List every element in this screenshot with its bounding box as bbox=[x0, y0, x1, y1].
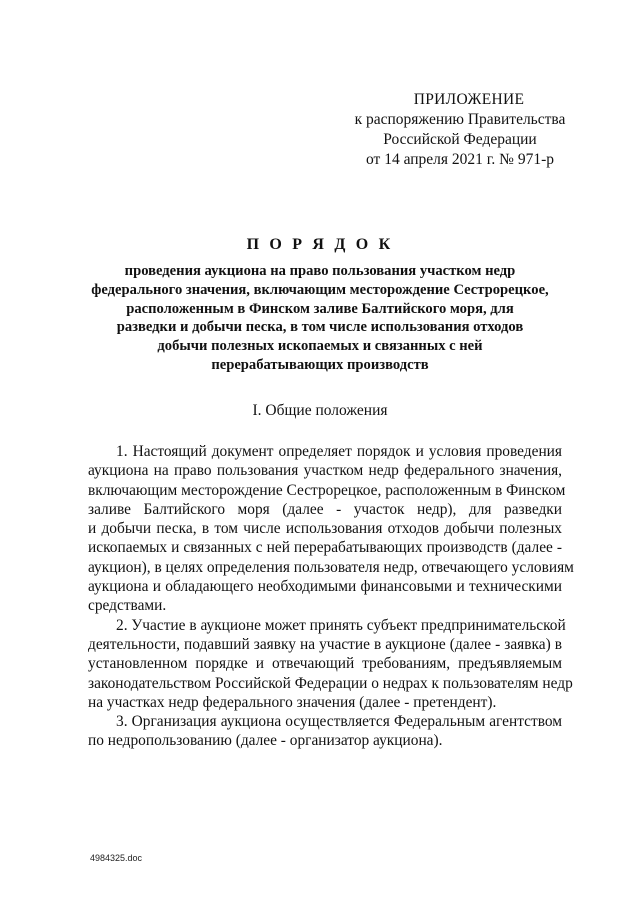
paragraph-line: законодательством Российской Федерации о недрах к пользователям недр bbox=[88, 674, 573, 692]
paragraph-line: аукциона на право пользования участком недр федерального значения, bbox=[88, 462, 562, 480]
paragraph-line: деятельности, подавший заявку на участие в аукционе (далее - заявка) в bbox=[88, 635, 562, 653]
file-name-footer: 4984325.doc bbox=[90, 853, 143, 863]
paragraph-line: 3. Организация аукциона осуществляется Федеральным агентством bbox=[116, 713, 562, 731]
paragraph-line: 2. Участие в аукционе может принять субъект предпринимательской bbox=[116, 616, 566, 634]
paragraph-line: аукциона и обладающего необходимыми финансовыми и техническими bbox=[88, 578, 562, 596]
subheading-line: проведения аукциона на право пользования участком недр bbox=[124, 263, 516, 279]
paragraph-line: ископаемых и связанных с ней перерабатывающих производств (далее - bbox=[88, 539, 562, 557]
subheading-line: перерабатывающих производств bbox=[211, 356, 429, 373]
paragraph-line: на участках недр федерального значения (далее - претендент). bbox=[88, 693, 497, 711]
appendix-date-number: от 14 апреля 2021 г. № 971-р bbox=[366, 151, 554, 168]
paragraph-line: установленном порядке и отвечающий требованиям, предъявляемым bbox=[88, 655, 562, 673]
paragraph-line: средствами. bbox=[88, 597, 167, 615]
document-subheading bbox=[72, 262, 568, 375]
paragraph-3 bbox=[88, 712, 562, 751]
paragraph-line: 1. Настоящий документ определяет порядок и условия проведения bbox=[116, 443, 562, 460]
paragraph-line: заливе Балтийского моря (далее - участок недр), для разведки bbox=[88, 500, 562, 518]
section-title: I. Общие положения bbox=[252, 402, 388, 419]
paragraph-2 bbox=[88, 616, 573, 712]
subheading-line: разведки и добычи песка, в том числе использования отходов bbox=[116, 319, 524, 336]
subheading-line: расположенным в Финском заливе Балтийского моря, для bbox=[126, 300, 514, 317]
appendix-block bbox=[340, 90, 580, 170]
appendix-title: ПРИЛОЖЕНИЕ bbox=[413, 91, 525, 108]
appendix-line: к распоряжению Правительства bbox=[354, 111, 566, 128]
subheading-line: федерального значения, включающим месторождение Сестрорецкое, bbox=[91, 281, 549, 298]
paragraph-1 bbox=[88, 442, 574, 616]
subheading-line: добычи полезных ископаемых и связанных с ней bbox=[157, 338, 483, 355]
document-body bbox=[88, 442, 574, 751]
paragraph-line: по недропользованию (далее - организатор аукциона). bbox=[88, 732, 443, 750]
paragraph-line: и добычи песка, в том числе использования отходов добычи полезных bbox=[88, 520, 562, 538]
paragraph-line: включающим месторождение Сестрорецкое, расположенным в Финском bbox=[88, 481, 566, 499]
paragraph-line: аукцион), в целях определения пользователя недр, отвечающего условиям bbox=[88, 558, 574, 576]
document-heading: П О Р Я Д О К bbox=[246, 236, 394, 253]
appendix-line: Российской Федерации bbox=[383, 131, 537, 148]
